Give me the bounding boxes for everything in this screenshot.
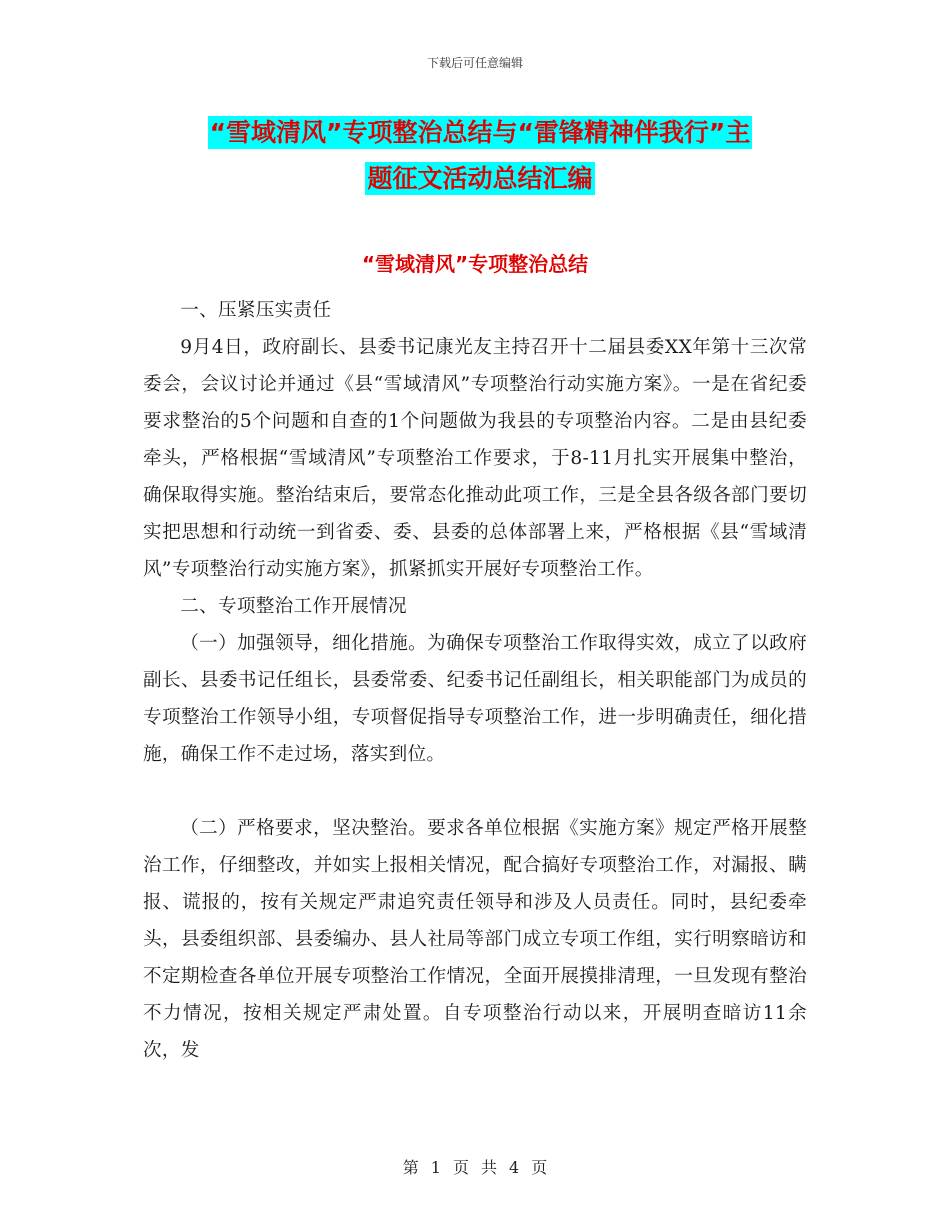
footer-suffix: 页 [531,1158,548,1177]
title-line-2: 题征文活动总结汇编 [367,164,593,193]
paragraph-leadership: （一）加强领导，细化措施。为确保专项整治工作取得实效，成立了以政府副长、县委书记任组长，县委常委、纪委书记任副组长，相关职能部门为成员的专项整治工作领导小组，专项督促指导专项整治工作，进一步明确责任，细化措施，确保工作不走过场，落实到位。 [143,633,807,765]
footer-prefix: 第 [402,1158,419,1177]
heading-responsibility: 一、压紧压实责任 [180,300,332,321]
paragraph-meeting: 9月4日，政府副长、县委书记康光友主持召开十二届县委XX年第十三次常委会，会议讨论并通过《县“雪域清风”专项整治行动实施方案》。一是在省纪委要求整治的5个问题和自查的1个问题做为我县的专项整治内容。二是由县纪委牵头，严格根据“雪域清风”专项整治工作要求，于8-11月扎实开展集中整治，确保取得实施。整治结束后，要常态化推动此项工作，三是全县各级各部门要切实把思想和行动统一到省委、委、县委的总体部署上来，严格根据《县“雪域清风”专项整治行动实施方案》，抓紧抓实开展好专项整治工作。 [143,337,807,580]
paragraph-requirements: （二）严格要求，坚决整治。要求各单位根据《实施方案》规定严格开展整治工作，仔细整改，并如实上报相关情况，配合搞好专项整治工作，对漏报、瞒报、谎报的，按有关规定严肃追究责任领导和涉及人员责任。同时，县纪委牵头，县委组织部、县委编办、县人社局等部门成立专项工作组，实行明察暗访和不定期检查各单位开展专项整治工作情况，全面开展摸排清理，一旦发现有整治不力情况，按相关规定严肃处置。自专项整治行动以来，开展明查暗访11余次，发 [143,818,807,1061]
footer-total-label: 共 [481,1158,498,1177]
section-title: “雪域清风”专项整治总结 [361,252,589,276]
page-total: 4 [509,1158,520,1177]
document-body [143,292,807,1069]
footer-page-label: 页 [452,1158,469,1177]
page-footer [0,1155,950,1178]
heading-progress: 二、专项整治工作开展情况 [180,596,407,617]
header-note: 下载后可任意编辑 [426,56,523,70]
title-line-1: “雪域清风”专项整治总结与“雷锋精神伴我行”主 [209,118,751,147]
page-number: 1 [430,1158,441,1177]
document-title [140,110,820,202]
